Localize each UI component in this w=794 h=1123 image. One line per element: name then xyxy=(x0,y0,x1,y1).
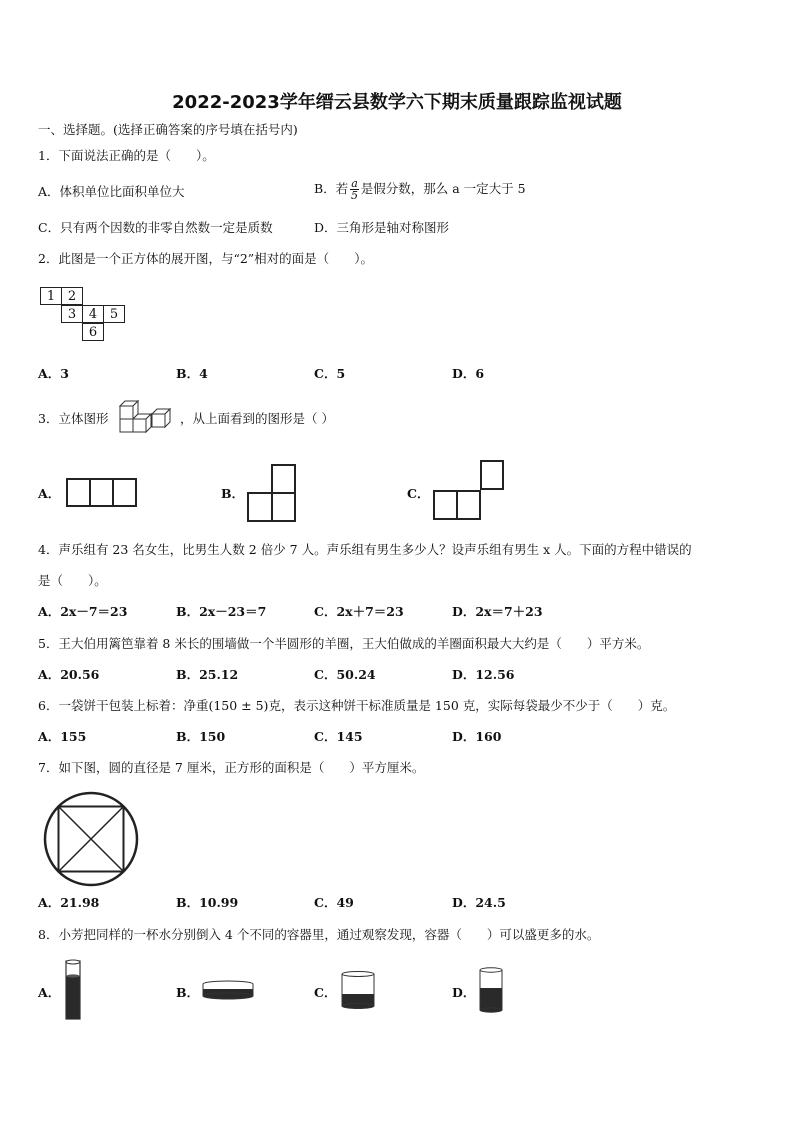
q8-stem: 8．小芳把同样的一杯水分别倒入 4 个不同的容器里，通过观察发现，容器（ ）可以盛更多的水。 xyxy=(38,927,600,942)
q6-option-d: D．160 xyxy=(452,729,502,744)
q7-stem: 7．如下图，圆的直径是 7 厘米，正方形的面积是（ ）平方厘米。 xyxy=(38,760,425,775)
q7-option-c: C．49 xyxy=(314,895,354,910)
q1-option-b xyxy=(314,178,526,201)
square-cell xyxy=(433,490,458,520)
medium-wide-container-icon xyxy=(338,968,378,1012)
q6-option-b: B．150 xyxy=(176,729,226,744)
q7-option-a: A．21.98 xyxy=(38,895,100,910)
q3-option-c-label: C． xyxy=(407,486,430,501)
square-cell xyxy=(271,492,296,522)
q3-option-a-label: A． xyxy=(38,486,61,501)
q4-option-b: B．2x－23＝7 xyxy=(176,604,267,619)
net-face-4: 4 xyxy=(82,305,104,323)
q6-option-c: C．145 xyxy=(314,729,363,744)
q3-option-b-label: B． xyxy=(221,486,245,501)
circle-square-figure xyxy=(42,790,140,888)
q4-stem-line2: 是（ ）。 xyxy=(38,573,107,588)
q5-option-a: A．20.56 xyxy=(38,667,100,682)
q2-stem: 2．此图是一个正方体的展开图，与“2”相对的面是（ ）。 xyxy=(38,251,373,266)
square-cell xyxy=(271,464,296,494)
square-cell xyxy=(247,492,273,522)
fraction-denominator: 5 xyxy=(350,189,358,202)
square-cell xyxy=(89,478,114,507)
q8-option-b-label: B． xyxy=(176,985,200,1000)
q1-option-b-suffix: 是假分数，那么 a 一定大于 5 xyxy=(360,181,526,196)
q2-option-b: B．4 xyxy=(176,366,208,381)
q1-option-b-prefix: B．若 xyxy=(314,181,349,196)
q5-option-d: D．12.56 xyxy=(452,667,515,682)
q5-option-c: C．50.24 xyxy=(314,667,376,682)
square-cell xyxy=(480,460,504,490)
net-face-5: 5 xyxy=(103,305,125,323)
cube-stack-figure xyxy=(116,396,178,442)
fraction-numerator: a xyxy=(351,177,358,190)
page-title: 2022-2023学年缙云县数学六下期末质量跟踪监视试题 xyxy=(172,92,622,113)
q3-stem-suffix: ，从上面看到的图形是（ ） xyxy=(180,411,334,426)
square-cell xyxy=(66,478,91,507)
q7-option-d: D．24.5 xyxy=(452,895,506,910)
q5-option-b: B．25.12 xyxy=(176,667,239,682)
q4-option-c: C．2x＋7＝23 xyxy=(314,604,404,619)
q8-option-c-label: C． xyxy=(314,985,337,1000)
q2-option-d: D．6 xyxy=(452,366,485,381)
q8-option-a-label: A． xyxy=(38,985,61,1000)
fraction-a-over-5 xyxy=(350,178,359,201)
wide-flat-container-icon xyxy=(200,978,256,1002)
square-cell xyxy=(112,478,137,507)
net-face-2: 2 xyxy=(61,287,83,305)
net-face-6: 6 xyxy=(82,323,104,341)
q6-stem: 6．一袋饼干包装上标着：净重(150 ± 5)克，表示这种饼干标准质量是 150 克，实际每袋最少不少于（ ）克。 xyxy=(38,698,676,713)
medium-tall-container-icon xyxy=(476,964,506,1016)
q8-option-d-label: D． xyxy=(452,985,476,1000)
net-face-3: 3 xyxy=(61,305,83,323)
q5-stem: 5．王大伯用篱笆靠着 8 米长的围墙做一个半圆形的羊圈，王大伯做成的羊圈面积最大大约是（ ）平方米。 xyxy=(38,636,650,651)
tall-narrow-container-icon xyxy=(62,958,84,1022)
q3-stem-prefix: 3．立体图形 xyxy=(38,411,109,426)
q2-option-c: C．5 xyxy=(314,366,346,381)
square-cell xyxy=(456,490,481,520)
q1-option-a: A．体积单位比面积单位大 xyxy=(38,184,185,199)
q7-option-b: B．10.99 xyxy=(176,895,239,910)
q1-stem: 1．下面说法正确的是（ ）。 xyxy=(38,148,215,163)
q1-option-c: C．只有两个因数的非零自然数一定是质数 xyxy=(38,220,273,235)
q2-option-a: A．3 xyxy=(38,366,69,381)
q6-option-a: A．155 xyxy=(38,729,87,744)
q4-stem-line1: 4．声乐组有 23 名女生，比男生人数 2 倍少 7 人。声乐组有男生多少人？设声乐组有男生 x 人。下面的方程中错误的 xyxy=(38,542,692,557)
net-face-1: 1 xyxy=(40,287,62,305)
q4-option-a: A．2x－7＝23 xyxy=(38,604,128,619)
q1-option-d: D．三角形是轴对称图形 xyxy=(314,220,450,235)
section-heading: 一、选择题。(选择正确答案的序号填在括号内) xyxy=(38,122,298,137)
q4-option-d: D．2x＝7＋23 xyxy=(452,604,543,619)
